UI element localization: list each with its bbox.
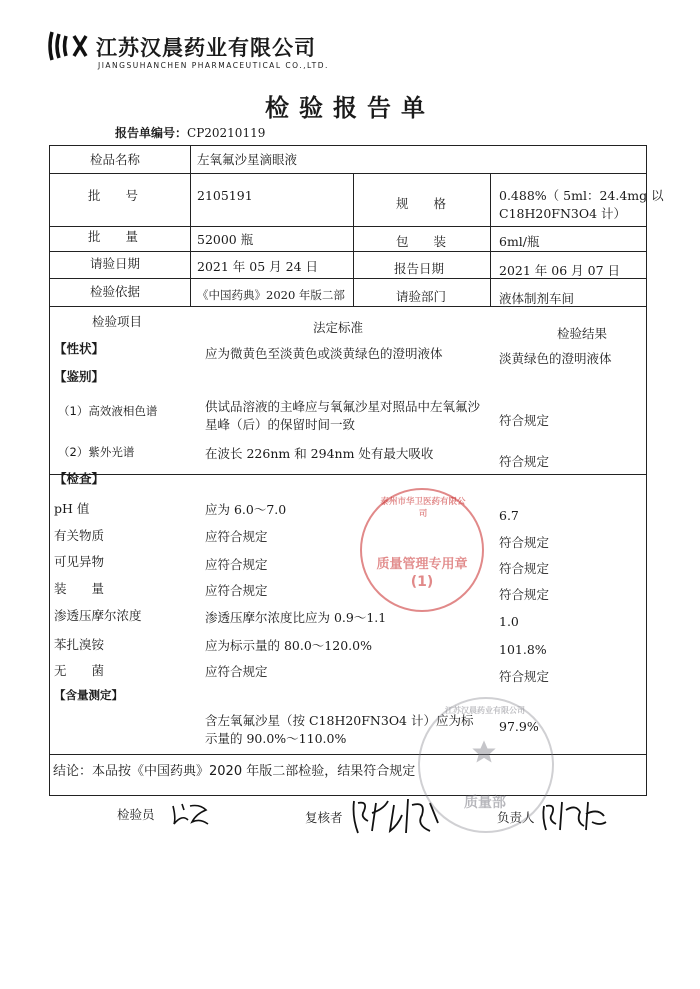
table-rule (490, 173, 491, 306)
request-date-value: 2021 年 05 月 24 日 (197, 259, 318, 274)
batch-size-value: 52000 瓶 (197, 232, 254, 247)
test-item: 有关物质 (54, 528, 105, 543)
test-item: 【性状】 (54, 341, 105, 356)
test-standard: 在波长 226nm 和 294nm 处有最大吸收 (205, 446, 434, 461)
spec-line1: 0.488%（ 5ml：24.4mg 以 (499, 188, 664, 203)
test-standard: 应符合规定 (205, 583, 268, 598)
report-date-label: 报告日期 (394, 261, 445, 276)
dept-value: 液体制剂车间 (499, 291, 575, 306)
test-item: 【检查】 (54, 471, 105, 486)
company-name-cn: 江苏汉晨药业有限公司 (96, 36, 316, 60)
report-number-value: CP20210119 (187, 126, 266, 140)
test-standard: 供试品溶液的主峰应与氧氟沙星对照品中左氧氟沙星峰（后）的保留时间一致 (205, 399, 481, 432)
test-item: 渗透压摩尔浓度 (54, 608, 142, 623)
test-item: 装 量 (54, 581, 105, 596)
package-label: 包 装 (396, 234, 447, 249)
inspector-label: 检验员 (117, 807, 155, 822)
test-result: 1.0 (499, 614, 519, 629)
table-rule (50, 173, 646, 174)
test-result: 符合规定 (499, 669, 550, 684)
spec-label: 规 格 (396, 196, 447, 211)
qa-seal-ring-text: 泰州市华卫医药有限公司 (380, 497, 466, 519)
test-standard: 渗透压摩尔浓度比应为 0.9～1.1 (205, 610, 387, 625)
test-standard: 应符合规定 (205, 529, 268, 544)
test-item: 苯扎溴铵 (54, 637, 105, 652)
dept-label: 请验部门 (396, 289, 447, 304)
product-name-label: 检品名称 (90, 152, 141, 167)
test-item: （1）高效液相色谱 (58, 404, 158, 418)
batch-size-label: 批 量 (88, 229, 139, 244)
test-result: 符合规定 (499, 413, 550, 428)
report-number-label: 报告单编号： (115, 126, 188, 140)
company-name-en: JIANGSUHANCHEN PHARMACEUTICAL CO.,LTD. (98, 61, 329, 70)
test-item: 【鉴别】 (54, 369, 105, 384)
table-rule (50, 251, 646, 252)
col-header-standard: 法定标准 (313, 320, 364, 335)
test-result: 符合规定 (499, 561, 550, 576)
test-result: 符合规定 (499, 535, 550, 550)
test-item: 无 菌 (54, 663, 105, 678)
basis-value: 《中国药典》2020 年版二部 (197, 288, 345, 302)
product-name-value: 左氧氟沙星滴眼液 (197, 152, 298, 167)
company-seal-dept: 质量部 (464, 795, 506, 811)
company-seal-ring-text: 江苏汉晨药业有限公司 (445, 706, 525, 715)
test-result: 淡黄绿色的澄明液体 (499, 351, 612, 366)
table-rule (50, 474, 646, 475)
seal-star-icon (470, 738, 498, 766)
col-header-item: 检验项目 (92, 314, 143, 329)
inspector-signature (170, 800, 210, 828)
table-rule (50, 226, 646, 227)
table-rule (353, 173, 354, 306)
request-date-label: 请验日期 (90, 256, 141, 271)
col-header-result: 检验结果 (557, 326, 608, 341)
test-standard: 应为标示量的 80.0～120.0% (205, 638, 372, 653)
test-result: 101.8% (499, 642, 547, 657)
batch-no-label: 批 号 (88, 188, 139, 203)
test-item: （2）紫外光谱 (58, 445, 135, 459)
test-item: pH 值 (54, 501, 90, 516)
manager-signature (540, 796, 610, 836)
test-standard: 应为微黄色至淡黄色或淡黄绿色的澄明液体 (205, 346, 443, 361)
test-standard: 应为 6.0～7.0 (205, 502, 287, 517)
test-item: 【含量测定】 (54, 688, 123, 702)
manager-label: 负责人 (497, 810, 535, 825)
reviewer-label: 复核者 (305, 810, 343, 825)
qa-seal-mid-text: 质量管理专用章 (376, 557, 468, 572)
test-standard: 应符合规定 (205, 664, 268, 679)
test-result: 符合规定 (499, 587, 550, 602)
package-value: 6ml/瓶 (499, 234, 540, 249)
basis-label: 检验依据 (90, 284, 141, 299)
conclusion: 结论：本品按《中国药典》2020 年版二部检验，结果符合规定 (53, 764, 416, 779)
test-standard: 应符合规定 (205, 557, 268, 572)
report-table (49, 145, 647, 796)
test-item: 可见异物 (54, 554, 105, 569)
page-title: 检验报告单 (265, 94, 435, 122)
batch-no-value: 2105191 (197, 188, 253, 203)
test-result: 97.9% (499, 719, 539, 734)
test-standard: 含左氧氟沙星（按 C18H20FN3O4 计）应为标示量的 90.0%～110.0% (205, 713, 474, 746)
company-logo-icon (46, 26, 94, 66)
report-number (115, 124, 265, 141)
table-rule (50, 754, 646, 755)
report-date-value: 2021 年 06 月 07 日 (499, 263, 620, 278)
spec-line2: C18H20FN3O4 计） (499, 206, 627, 221)
table-rule (190, 146, 191, 306)
test-result: 符合规定 (499, 454, 550, 469)
qa-seal-number: (1) (410, 574, 434, 590)
test-result: 6.7 (499, 508, 519, 523)
